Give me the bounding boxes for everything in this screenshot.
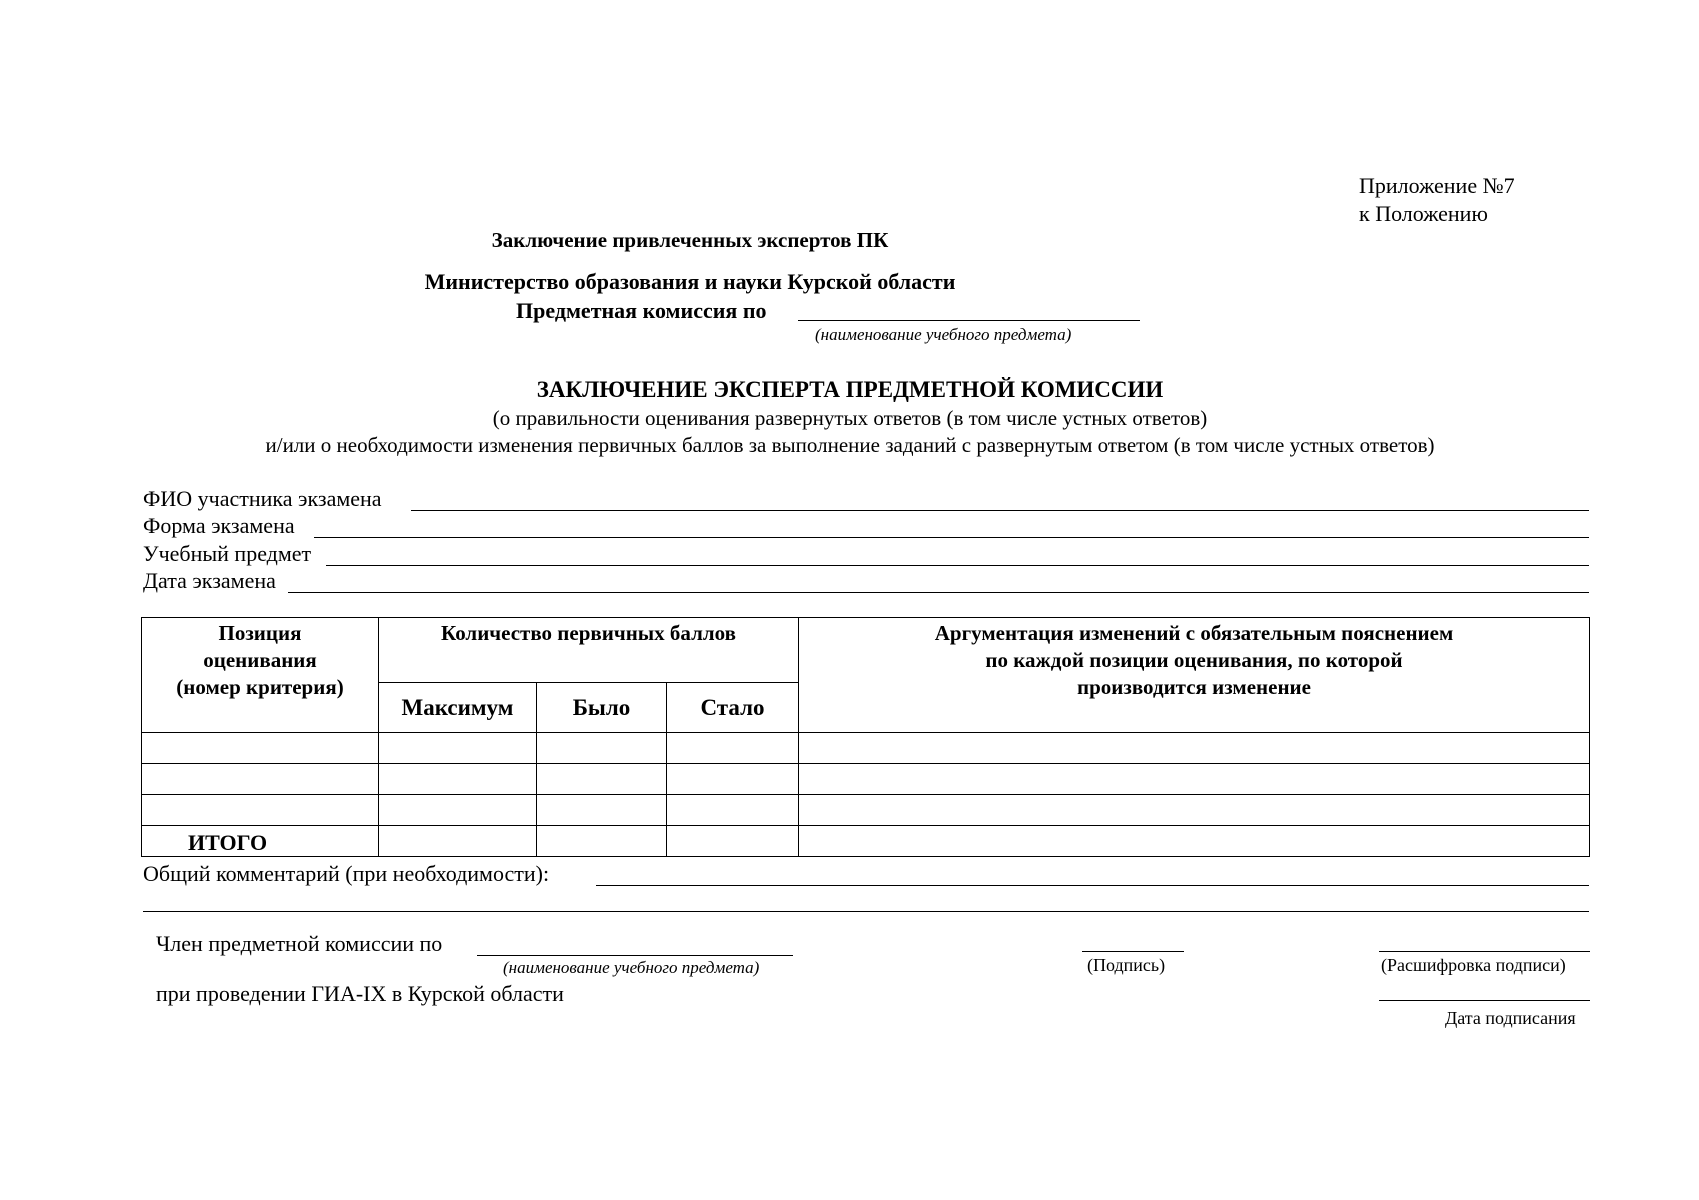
member-line2: при проведении ГИА-IX в Курской области bbox=[156, 981, 564, 1006]
cell-became[interactable] bbox=[667, 795, 799, 826]
appendix-line2: к Положению bbox=[1359, 201, 1488, 226]
appendix-line1: Приложение №7 bbox=[1359, 173, 1515, 198]
field-date-label: Дата экзамена bbox=[143, 568, 276, 593]
document-title: ЗАКЛЮЧЕНИЕ ЭКСПЕРТА ПРЕДМЕТНОЙ КОМИССИИ bbox=[536, 377, 1164, 402]
cell-argument[interactable] bbox=[799, 795, 1590, 826]
cell-became[interactable] bbox=[667, 733, 799, 764]
signature-blank[interactable] bbox=[1082, 951, 1184, 952]
total-row bbox=[142, 826, 1590, 857]
table-row bbox=[142, 733, 1590, 764]
cell-became[interactable] bbox=[667, 764, 799, 795]
cell-argument-total[interactable] bbox=[799, 826, 1590, 857]
cell-position[interactable] bbox=[142, 733, 379, 764]
cell-argument[interactable] bbox=[799, 764, 1590, 795]
member-hint: (наименование учебного предмета) bbox=[503, 958, 760, 977]
table-row bbox=[142, 764, 1590, 795]
cell-max[interactable] bbox=[379, 733, 537, 764]
header-became: Стало bbox=[667, 683, 799, 733]
header-position: Позиция оценивания (номер критерия) bbox=[142, 618, 379, 733]
total-label: ИТОГО bbox=[142, 826, 379, 857]
table-row bbox=[142, 795, 1590, 826]
cell-was-total[interactable] bbox=[537, 826, 667, 857]
field-fio-blank[interactable] bbox=[411, 510, 1589, 511]
comment-label: Общий комментарий (при необходимости): bbox=[143, 861, 550, 886]
field-form-blank[interactable] bbox=[314, 537, 1589, 538]
cell-max-total[interactable] bbox=[379, 826, 537, 857]
date-blank[interactable] bbox=[1379, 1000, 1590, 1001]
title-sub1: (о правильности оценивания развернутых ответов (в том числе устных ответов) bbox=[492, 406, 1208, 430]
signature-label: (Подпись) bbox=[1087, 955, 1166, 975]
cell-max[interactable] bbox=[379, 764, 537, 795]
decode-blank[interactable] bbox=[1379, 951, 1590, 952]
cell-became-total[interactable] bbox=[667, 826, 799, 857]
header-argument: Аргументация изменений с обязательным пояснением по каждой позиции оценивания, по которой производится изменение bbox=[799, 618, 1590, 733]
comment-blank-1[interactable] bbox=[596, 885, 1589, 886]
cell-argument[interactable] bbox=[799, 733, 1590, 764]
title-sub2: и/или о необходимости изменения первичных баллов за выполнение заданий с развернутым ответом (в том числе устных ответов) bbox=[265, 433, 1435, 457]
header-was: Было bbox=[537, 683, 667, 733]
commission-label: Предметная комиссия по bbox=[516, 298, 767, 323]
scores-table bbox=[141, 617, 1590, 857]
comment-blank-2[interactable] bbox=[143, 911, 1589, 912]
cell-position[interactable] bbox=[142, 764, 379, 795]
appendix-note bbox=[1359, 172, 1515, 228]
field-date-blank[interactable] bbox=[288, 592, 1589, 593]
field-fio-label: ФИО участника экзамена bbox=[143, 486, 382, 511]
header-line1: Заключение привлеченных экспертов ПК bbox=[491, 228, 889, 252]
date-label: Дата подписания bbox=[1445, 1008, 1576, 1028]
cell-max[interactable] bbox=[379, 795, 537, 826]
decode-label: (Расшифровка подписи) bbox=[1381, 955, 1566, 975]
field-subject-blank[interactable] bbox=[326, 565, 1589, 566]
header-scores: Количество первичных баллов bbox=[379, 618, 799, 683]
cell-was[interactable] bbox=[537, 795, 667, 826]
cell-was[interactable] bbox=[537, 764, 667, 795]
header-max: Максимум bbox=[379, 683, 537, 733]
commission-blank[interactable] bbox=[798, 320, 1140, 321]
commission-hint: (наименование учебного предмета) bbox=[815, 325, 1072, 344]
cell-was[interactable] bbox=[537, 733, 667, 764]
header-line2: Министерство образования и науки Курской области bbox=[424, 269, 956, 294]
cell-position[interactable] bbox=[142, 795, 379, 826]
member-subject-blank[interactable] bbox=[477, 955, 793, 956]
field-subject-label: Учебный предмет bbox=[143, 541, 312, 566]
member-label: Член предметной комиссии по bbox=[156, 931, 443, 956]
field-form-label: Форма экзамена bbox=[143, 513, 295, 538]
